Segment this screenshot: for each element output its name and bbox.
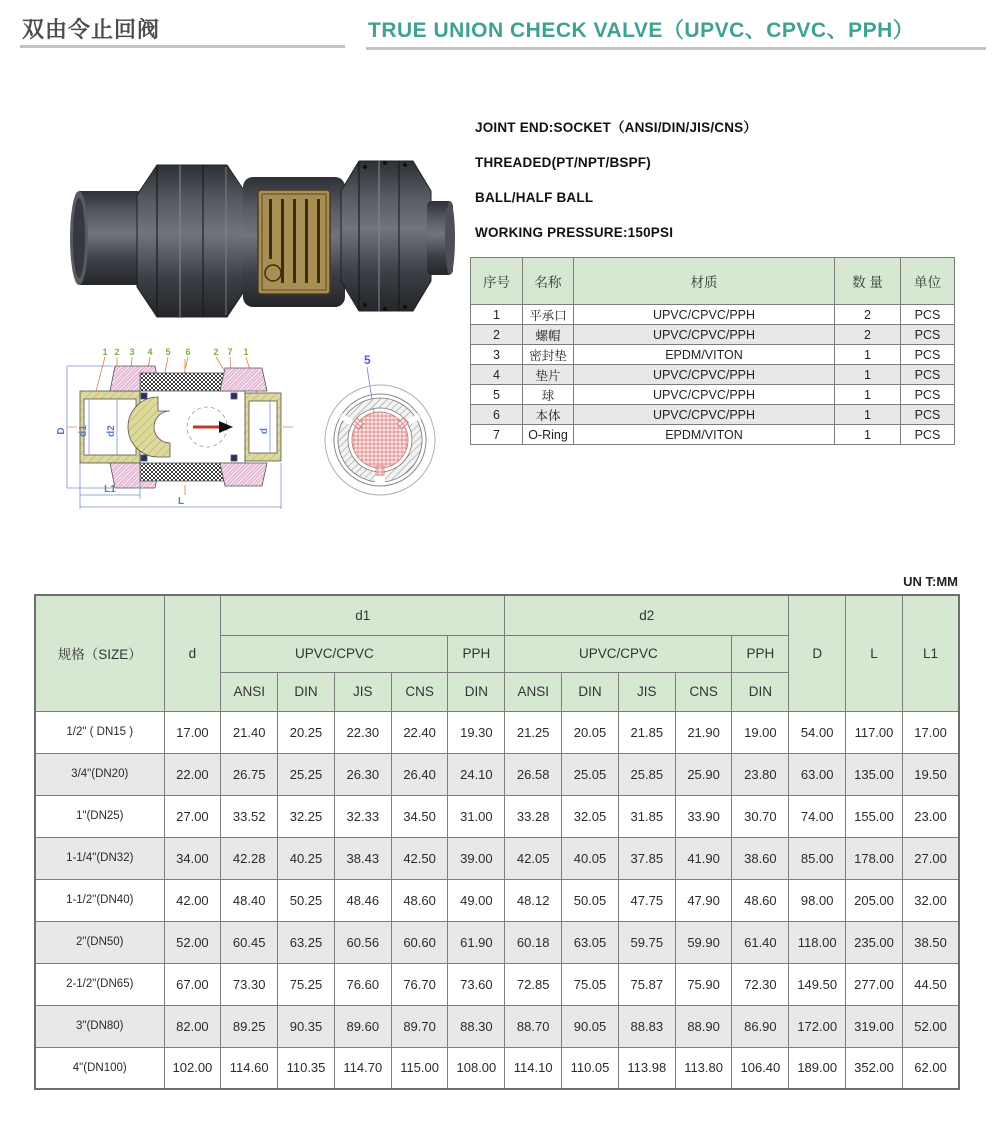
- dim-size-cell: 3/4"(DN20): [35, 753, 164, 795]
- parts-cell: 本体: [523, 405, 574, 425]
- dim-value-cell: 88.90: [675, 1005, 732, 1047]
- dim-value-cell: 49.00: [448, 879, 505, 921]
- dim-value-cell: 42.00: [164, 879, 221, 921]
- dim-value-cell: 155.00: [846, 795, 903, 837]
- parts-cell: 2: [471, 325, 523, 345]
- dim-value-cell: 90.35: [278, 1005, 335, 1047]
- svg-text:2: 2: [114, 347, 120, 357]
- parts-cell: PCS: [901, 425, 955, 445]
- parts-table-row: [471, 425, 955, 445]
- dim-value-cell: 17.00: [902, 711, 959, 753]
- dim-value-cell: 48.60: [732, 879, 789, 921]
- dim-value-cell: 108.00: [448, 1047, 505, 1089]
- dim-value-cell: 50.05: [562, 879, 619, 921]
- parts-cell: 垫片: [523, 365, 574, 385]
- dimension-table: [34, 594, 960, 1090]
- parts-cell: O-Ring: [523, 425, 574, 445]
- dim-value-cell: 48.40: [221, 879, 278, 921]
- dim-value-cell: 42.50: [391, 837, 448, 879]
- dim-value-cell: 89.60: [334, 1005, 391, 1047]
- dim-value-cell: 33.90: [675, 795, 732, 837]
- dim-d2-pph: PPH: [732, 635, 789, 672]
- dim-value-cell: 31.85: [618, 795, 675, 837]
- parts-col-index: 序号: [471, 258, 523, 305]
- dim-table-row: [35, 753, 959, 795]
- dim-value-cell: 110.35: [278, 1047, 335, 1089]
- dim-value-cell: 106.40: [732, 1047, 789, 1089]
- dim-value-cell: 114.10: [505, 1047, 562, 1089]
- dim-value-cell: 76.70: [391, 963, 448, 1005]
- dim-value-cell: 19.50: [902, 753, 959, 795]
- parts-table-row: [471, 345, 955, 365]
- dim-value-cell: 72.85: [505, 963, 562, 1005]
- dim-value-cell: 30.70: [732, 795, 789, 837]
- dim-header-row-groups: [35, 595, 959, 635]
- dim-value-cell: 75.25: [278, 963, 335, 1005]
- dim-value-cell: 82.00: [164, 1005, 221, 1047]
- parts-cell: UPVC/CPVC/PPH: [574, 405, 835, 425]
- parts-cell: 3: [471, 345, 523, 365]
- dim-value-cell: 54.00: [789, 711, 846, 753]
- dim-value-cell: 47.90: [675, 879, 732, 921]
- parts-cell: 1: [835, 405, 901, 425]
- parts-cell: 6: [471, 405, 523, 425]
- dim-value-cell: 60.18: [505, 921, 562, 963]
- dim-value-cell: 34.00: [164, 837, 221, 879]
- drawing-part-labels: [102, 347, 248, 357]
- dim-value-cell: 32.00: [902, 879, 959, 921]
- dim-std: DIN: [732, 672, 789, 711]
- dim-size-cell: 4"(DN100): [35, 1047, 164, 1089]
- dim-table-body: [35, 711, 959, 1089]
- dim-value-cell: 89.70: [391, 1005, 448, 1047]
- dim-value-cell: 113.98: [618, 1047, 675, 1089]
- parts-cell: 球: [523, 385, 574, 405]
- dim-value-cell: 23.00: [902, 795, 959, 837]
- svg-text:1: 1: [102, 347, 108, 357]
- dim-std: ANSI: [221, 672, 278, 711]
- technical-drawing-end-view: [316, 350, 444, 508]
- dim-value-cell: 352.00: [846, 1047, 903, 1089]
- dim-d1-pph: PPH: [448, 635, 505, 672]
- dim-value-cell: 48.60: [391, 879, 448, 921]
- title-underline-left: [20, 45, 345, 48]
- dim-value-cell: 22.30: [334, 711, 391, 753]
- dim-value-cell: 149.50: [789, 963, 846, 1005]
- dim-group-d1: d1: [221, 595, 505, 635]
- dim-std: JIS: [334, 672, 391, 711]
- parts-cell: 螺帽: [523, 325, 574, 345]
- dim-value-cell: 42.28: [221, 837, 278, 879]
- dim-value-cell: 20.25: [278, 711, 335, 753]
- dim-value-cell: 75.90: [675, 963, 732, 1005]
- dim-value-cell: 23.80: [732, 753, 789, 795]
- parts-cell: UPVC/CPVC/PPH: [574, 365, 835, 385]
- parts-cell: 1: [835, 365, 901, 385]
- parts-cell: 2: [835, 325, 901, 345]
- dim-value-cell: 48.46: [334, 879, 391, 921]
- dim-value-cell: 19.30: [448, 711, 505, 753]
- dim-value-cell: 60.45: [221, 921, 278, 963]
- dim-col-d: d: [164, 595, 221, 711]
- parts-cell: 1: [471, 305, 523, 325]
- spec-ball: BALL/HALF BALL: [475, 190, 594, 205]
- parts-col-material: 材质: [574, 258, 835, 305]
- dim-value-cell: 73.30: [221, 963, 278, 1005]
- parts-header-row: [471, 258, 955, 305]
- dim-std: DIN: [448, 672, 505, 711]
- dim-col-L: L: [846, 595, 903, 711]
- dim-col-size: 规格（SIZE）: [35, 595, 164, 711]
- parts-table: [470, 257, 955, 445]
- parts-col-name: 名称: [523, 258, 574, 305]
- dim-value-cell: 277.00: [846, 963, 903, 1005]
- svg-text:7: 7: [227, 347, 233, 357]
- parts-cell: 4: [471, 365, 523, 385]
- dim-value-cell: 17.00: [164, 711, 221, 753]
- dim-std: DIN: [278, 672, 335, 711]
- dim-value-cell: 31.00: [448, 795, 505, 837]
- dim-value-cell: 172.00: [789, 1005, 846, 1047]
- dim-value-cell: 61.90: [448, 921, 505, 963]
- valve-photo-left-nut: [137, 165, 247, 317]
- technical-drawing-section: [55, 343, 305, 513]
- dim-value-cell: 34.50: [391, 795, 448, 837]
- dim-table-row: [35, 1047, 959, 1089]
- dim-value-cell: 89.25: [221, 1005, 278, 1047]
- parts-table-row: [471, 405, 955, 425]
- dim-value-cell: 85.00: [789, 837, 846, 879]
- dim-size-cell: 3"(DN80): [35, 1005, 164, 1047]
- dim-value-cell: 102.00: [164, 1047, 221, 1089]
- dim-value-cell: 25.90: [675, 753, 732, 795]
- parts-cell: PCS: [901, 325, 955, 345]
- dim-size-cell: 2"(DN50): [35, 921, 164, 963]
- dim-value-cell: 21.25: [505, 711, 562, 753]
- unit-note: UN T:MM: [903, 574, 958, 589]
- spec-threaded: THREADED(PT/NPT/BSPF): [475, 155, 651, 170]
- dim-value-cell: 67.00: [164, 963, 221, 1005]
- dim-value-cell: 73.60: [448, 963, 505, 1005]
- dim-col-L1: L1: [902, 595, 959, 711]
- dim-value-cell: 75.87: [618, 963, 675, 1005]
- dim-col-D: D: [789, 595, 846, 711]
- dim-value-cell: 115.00: [391, 1047, 448, 1089]
- dim-value-cell: 21.85: [618, 711, 675, 753]
- dim-value-cell: 319.00: [846, 1005, 903, 1047]
- dim-value-cell: 52.00: [164, 921, 221, 963]
- dim-value-cell: 19.00: [732, 711, 789, 753]
- dim-value-cell: 38.43: [334, 837, 391, 879]
- dim-value-cell: 26.58: [505, 753, 562, 795]
- page-title-chinese: 双由令止回阀: [22, 17, 161, 42]
- dim-size-cell: 1"(DN25): [35, 795, 164, 837]
- dim-d2-upvc-cpvc: UPVC/CPVC: [505, 635, 732, 672]
- dim-value-cell: 62.00: [902, 1047, 959, 1089]
- parts-cell: UPVC/CPVC/PPH: [574, 325, 835, 345]
- parts-cell: 1: [835, 345, 901, 365]
- dim-value-cell: 74.00: [789, 795, 846, 837]
- ball-callout-label: 5: [364, 353, 371, 367]
- dim-value-cell: 42.05: [505, 837, 562, 879]
- dim-value-cell: 32.33: [334, 795, 391, 837]
- dim-value-cell: 22.40: [391, 711, 448, 753]
- dim-value-cell: 98.00: [789, 879, 846, 921]
- svg-text:6: 6: [185, 347, 191, 357]
- dim-value-cell: 39.00: [448, 837, 505, 879]
- parts-table-row: [471, 325, 955, 345]
- dim-value-cell: 48.12: [505, 879, 562, 921]
- dim-size-cell: 2-1/2"(DN65): [35, 963, 164, 1005]
- parts-table-body: [471, 305, 955, 445]
- dim-size-cell: 1-1/4"(DN32): [35, 837, 164, 879]
- dim-std: DIN: [562, 672, 619, 711]
- svg-text:D: D: [56, 427, 67, 435]
- dim-value-cell: 27.00: [164, 795, 221, 837]
- dim-value-cell: 27.00: [902, 837, 959, 879]
- dim-value-cell: 52.00: [902, 1005, 959, 1047]
- dim-value-cell: 60.60: [391, 921, 448, 963]
- svg-text:1: 1: [243, 347, 249, 357]
- dim-table-row: [35, 1005, 959, 1047]
- parts-cell: EPDM/VITON: [574, 425, 835, 445]
- dim-size-cell: 1-1/2"(DN40): [35, 879, 164, 921]
- dim-value-cell: 38.50: [902, 921, 959, 963]
- dim-table-row: [35, 963, 959, 1005]
- dim-value-cell: 60.56: [334, 921, 391, 963]
- svg-text:L: L: [177, 496, 185, 507]
- parts-cell: 1: [835, 385, 901, 405]
- dim-value-cell: 26.40: [391, 753, 448, 795]
- dim-value-cell: 32.25: [278, 795, 335, 837]
- dim-table-row: [35, 795, 959, 837]
- valve-photo-right-nut: [341, 161, 431, 311]
- svg-text:4: 4: [147, 347, 153, 357]
- parts-cell: UPVC/CPVC/PPH: [574, 305, 835, 325]
- title-underline-right: [366, 47, 986, 50]
- dim-value-cell: 40.05: [562, 837, 619, 879]
- dim-value-cell: 135.00: [846, 753, 903, 795]
- dim-value-cell: 90.05: [562, 1005, 619, 1047]
- valve-photo-body: [243, 177, 345, 307]
- parts-cell: UPVC/CPVC/PPH: [574, 385, 835, 405]
- valve-photo-left-socket: [70, 191, 143, 285]
- parts-cell: 平承口: [523, 305, 574, 325]
- parts-cell: PCS: [901, 305, 955, 325]
- dim-value-cell: 20.05: [562, 711, 619, 753]
- parts-cell: 2: [835, 305, 901, 325]
- dim-table-row: [35, 921, 959, 963]
- valve-photo-right-socket: [427, 201, 455, 275]
- product-photo: [55, 95, 455, 330]
- dim-std: CNS: [391, 672, 448, 711]
- parts-col-qty: 数 量: [835, 258, 901, 305]
- parts-cell: PCS: [901, 345, 955, 365]
- dim-value-cell: 88.83: [618, 1005, 675, 1047]
- dim-value-cell: 25.25: [278, 753, 335, 795]
- dim-value-cell: 25.85: [618, 753, 675, 795]
- parts-col-unit: 单位: [901, 258, 955, 305]
- dim-value-cell: 61.40: [732, 921, 789, 963]
- dim-value-cell: 88.70: [505, 1005, 562, 1047]
- dim-value-cell: 33.52: [221, 795, 278, 837]
- dim-value-cell: 113.80: [675, 1047, 732, 1089]
- dim-value-cell: 63.00: [789, 753, 846, 795]
- dim-value-cell: 63.25: [278, 921, 335, 963]
- dim-value-cell: 33.28: [505, 795, 562, 837]
- dim-std: CNS: [675, 672, 732, 711]
- svg-text:L1: L1: [104, 484, 116, 495]
- spec-joint-end: JOINT END:SOCKET（ANSI/DIN/JIS/CNS）: [475, 120, 758, 135]
- dim-value-cell: 38.60: [732, 837, 789, 879]
- svg-text:d2: d2: [106, 425, 117, 437]
- dim-value-cell: 205.00: [846, 879, 903, 921]
- dim-value-cell: 24.10: [448, 753, 505, 795]
- parts-cell: PCS: [901, 365, 955, 385]
- dim-value-cell: 22.00: [164, 753, 221, 795]
- dim-value-cell: 21.40: [221, 711, 278, 753]
- svg-text:5: 5: [165, 347, 171, 357]
- dim-value-cell: 189.00: [789, 1047, 846, 1089]
- dim-value-cell: 76.60: [334, 963, 391, 1005]
- spec-list: [475, 114, 757, 254]
- dim-value-cell: 86.90: [732, 1005, 789, 1047]
- dim-value-cell: 114.60: [221, 1047, 278, 1089]
- dim-value-cell: 110.05: [562, 1047, 619, 1089]
- dim-value-cell: 50.25: [278, 879, 335, 921]
- dim-value-cell: 118.00: [789, 921, 846, 963]
- dim-value-cell: 25.05: [562, 753, 619, 795]
- dim-table-row: [35, 837, 959, 879]
- svg-text:2: 2: [213, 347, 219, 357]
- parts-cell: 1: [835, 425, 901, 445]
- dim-value-cell: 26.75: [221, 753, 278, 795]
- dim-value-cell: 37.85: [618, 837, 675, 879]
- parts-cell: EPDM/VITON: [574, 345, 835, 365]
- parts-table-row: [471, 385, 955, 405]
- parts-table-row: [471, 305, 955, 325]
- dim-value-cell: 235.00: [846, 921, 903, 963]
- dim-value-cell: 63.05: [562, 921, 619, 963]
- dim-value-cell: 41.90: [675, 837, 732, 879]
- dim-value-cell: 75.05: [562, 963, 619, 1005]
- svg-text:d: d: [259, 427, 270, 435]
- dim-std: ANSI: [505, 672, 562, 711]
- dim-value-cell: 21.90: [675, 711, 732, 753]
- dim-value-cell: 40.25: [278, 837, 335, 879]
- dim-value-cell: 47.75: [618, 879, 675, 921]
- dim-value-cell: 178.00: [846, 837, 903, 879]
- dim-std: JIS: [618, 672, 675, 711]
- dim-d1-upvc-cpvc: UPVC/CPVC: [221, 635, 448, 672]
- dim-value-cell: 88.30: [448, 1005, 505, 1047]
- parts-cell: 密封垫: [523, 345, 574, 365]
- spec-working-pressure: WORKING PRESSURE:150PSI: [475, 225, 674, 240]
- dim-value-cell: 32.05: [562, 795, 619, 837]
- dim-table-row: [35, 879, 959, 921]
- dim-value-cell: 117.00: [846, 711, 903, 753]
- dim-value-cell: 59.75: [618, 921, 675, 963]
- dim-value-cell: 44.50: [902, 963, 959, 1005]
- parts-cell: 5: [471, 385, 523, 405]
- parts-table-row: [471, 365, 955, 385]
- svg-text:3: 3: [129, 347, 135, 357]
- parts-cell: PCS: [901, 405, 955, 425]
- svg-text:d1: d1: [78, 425, 89, 437]
- dim-value-cell: 72.30: [732, 963, 789, 1005]
- page-title-english: TRUE UNION CHECK VALVE（UPVC、CPVC、PPH）: [368, 19, 915, 42]
- parts-cell: 7: [471, 425, 523, 445]
- dim-size-cell: 1/2" ( DN15 ): [35, 711, 164, 753]
- dim-value-cell: 114.70: [334, 1047, 391, 1089]
- parts-cell: PCS: [901, 385, 955, 405]
- dim-group-d2: d2: [505, 595, 789, 635]
- dim-table-row: [35, 711, 959, 753]
- dim-value-cell: 26.30: [334, 753, 391, 795]
- dim-value-cell: 59.90: [675, 921, 732, 963]
